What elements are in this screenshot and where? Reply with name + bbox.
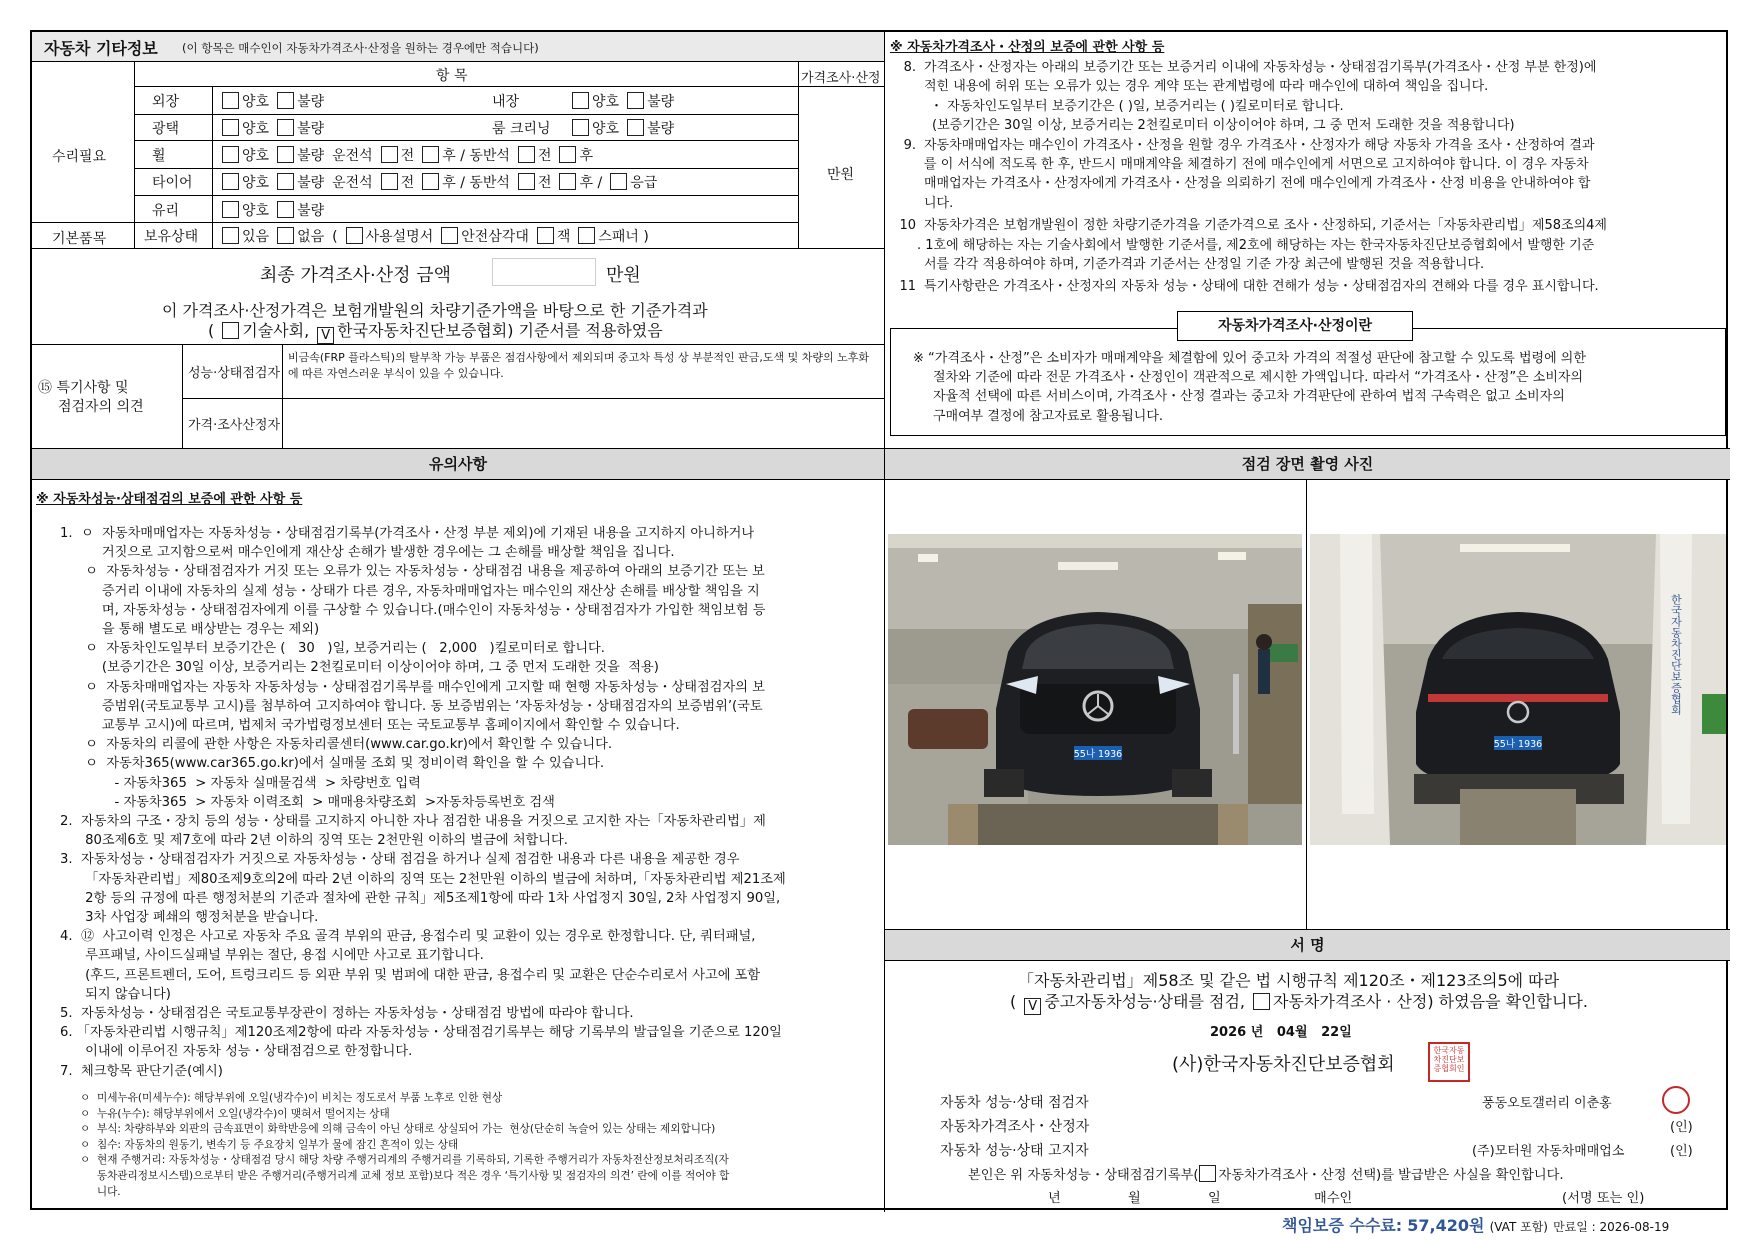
notice-line: 2항 등의 규정에 따른 행정처분의 기준과 절차에 관한 규칙」제5조제1항에 따라 1차 사업정지 30일, 2차 사업정지 90일, xyxy=(60,890,781,906)
notice-bar: 유의사항 xyxy=(32,448,885,480)
checkbox-rear[interactable] xyxy=(559,173,576,190)
confirm-line: ( V 중고자동차성능·상태를 점검, 자동차가격조사 · 산정) 하였음을 확인합니다. xyxy=(1010,992,1588,1014)
price-definition-box xyxy=(890,318,1726,436)
checkbox-rear[interactable] xyxy=(559,146,576,163)
notice-line: 루프패널, 사이드실패널 부위는 절단, 용접 시에만 사고로 표기합니다. xyxy=(60,948,484,964)
notice-line: (후드, 프론트펜더, 도어, 트렁크리드 등 외판 부위 및 범퍼에 대한 판금, 용접수리 및 교환은 단순수리로서 사고에 포함 xyxy=(60,967,761,983)
checkbox-bad[interactable] xyxy=(277,146,294,163)
criteria-line: ㅇ 침수: 자동차의 원동기, 변속기 등 주요장치 일부가 물에 잠긴 흔적이 있는 상태 xyxy=(80,1138,459,1151)
checkbox-good[interactable] xyxy=(222,146,239,163)
law-line: 「자동차관리법」제58조 및 같은 법 시행규칙 제120조・제123조의5에 따라 xyxy=(1018,971,1560,990)
price-guarantee-heading: ※ 자동차가격조사・산정의 보증에 관한 사항 등 xyxy=(890,40,1165,55)
row-exterior: 외장 양호 불량 xyxy=(152,94,325,110)
final-amount-unit: 만원 xyxy=(606,265,641,286)
checkbox-bad[interactable] xyxy=(277,119,294,136)
center-divider-bottom xyxy=(884,479,885,1212)
notice-line: ㅇ 자동차매매업자는 자동차 자동차성능・상태점검기록부를 매수인에게 고지할 때 현행 자동차성능・상태점검자의 보 xyxy=(60,679,765,695)
checkbox-front[interactable] xyxy=(518,146,535,163)
checkbox-good[interactable] xyxy=(222,201,239,218)
notice-line: 거짓으로 고지함으로써 매수인에게 재산상 손해가 발생한 경우에는 그 손해를 배상할 책임을 집니다. xyxy=(60,545,675,561)
special-label-1: ⑮ 특기사항 및 xyxy=(38,380,129,396)
basis-line1: 이 가격조사·산정가격은 보험개발원의 차량기준가액을 바탕으로 한 기준가격과 xyxy=(162,301,708,320)
inspection-document-frame xyxy=(30,30,1728,1235)
notice-line: ㅇ 자동차인도일부터 보증기간은 ( 30 )일, 보증거리는 ( 2,000 )킬로미터로 합니다. xyxy=(60,641,605,657)
checkbox-emergency[interactable] xyxy=(610,173,627,190)
price-inspector-sign-label: 자동차가격조사・산정자 xyxy=(940,1119,1090,1135)
row-wheel: 휠 양호 불량 운전석 전 후 / 동반석 전 후 xyxy=(152,148,594,164)
association-name: (사)한국자동차진단보증협회 xyxy=(1172,1054,1395,1075)
checkbox-triangle[interactable] xyxy=(441,227,458,244)
notifier-name: (주)모터원 자동차매매업소 xyxy=(1472,1144,1625,1159)
perf-inspector-label: 성능·상태점검자 xyxy=(188,366,281,381)
price-unit: 만원 xyxy=(827,167,855,183)
notice-line: - 자동차365 > 자동차 이력조회 > 매매용차량조회 >자동차등록번호 검색 xyxy=(60,794,555,810)
notice-line: 4. ⑫ 사고이력 인정은 사고로 자동차 주요 골격 부위의 판금, 용접수리 및 교환이 있는 경우로 한정합니다. 단, 쿼터패널, xyxy=(60,929,756,945)
notice-line: 80조제6호 및 제7호에 따라 2년 이하의 징역 또는 2천만원 이하의 벌금에 처합니다. xyxy=(60,833,568,849)
notice-items xyxy=(60,524,880,1081)
photo-divider xyxy=(1306,479,1307,929)
price-inspector-label: 가격·조사산정자 xyxy=(188,418,281,433)
checkbox-price-check[interactable] xyxy=(1253,993,1270,1010)
checkbox-bad[interactable] xyxy=(277,92,294,109)
col-item-header: 항 목 xyxy=(436,68,468,84)
final-amount-label: 최종 가격조사·산정 금액 xyxy=(260,265,452,286)
buyer-date-line: 년 월 일 매수인 (서명 또는 인) xyxy=(1048,1191,1645,1206)
notice-line: 을 통해 별도로 배상받는 경우는 제외) xyxy=(60,622,320,638)
notice-line: 3. 자동차성능・상태점검자가 거짓으로 자동차성능・상태 점검을 하거나 실제 점검한 내용과 다른 내용을 제공한 경우 xyxy=(60,852,740,868)
center-divider-top xyxy=(884,32,885,448)
notice-line: - 자동차365 > 자동차 실매물검색 > 차량번호 입력 xyxy=(60,775,421,791)
checkbox-bad[interactable] xyxy=(277,201,294,218)
checkbox-bad[interactable] xyxy=(277,173,294,190)
notice-line: ㅇ 자동차의 리콜에 관한 사항은 자동차리콜센터(www.car.go.kr)에서 확인할 수 있습니다. xyxy=(60,737,613,753)
criteria-line: ㅇ 누유(누수): 해당부위에서 오일(냉각수)이 맺혀서 떨어지는 상태 xyxy=(80,1107,390,1120)
checkbox-front[interactable] xyxy=(518,173,535,190)
basic-items-label: 기본품목 xyxy=(52,231,107,247)
check-criteria-items xyxy=(80,1091,880,1200)
final-amount-input[interactable] xyxy=(492,258,596,286)
checkbox-rear[interactable] xyxy=(422,173,439,190)
row-glass: 유리 양호 불량 xyxy=(152,203,325,219)
front-plate: 55나 1936 xyxy=(1073,749,1123,760)
notice-line: 이내에 이루어진 자동차 성능・상태점검으로 한정합니다. xyxy=(60,1044,413,1060)
row-room-cleaning: 룸 크리닝 양호 불량 xyxy=(492,121,675,137)
photo-bar: 점검 장면 촬영 사진 xyxy=(885,448,1730,480)
criteria-line: ㅇ 부식: 차량하부와 외판의 금속표면이 화학반응에 의해 금속이 아닌 상태로 상실되어 가는 현상(단순히 녹슬어 있는 상태는 제외합니다) xyxy=(80,1123,716,1136)
col-price-header: 가격조사·산정 xyxy=(801,71,881,86)
notice-line: 되지 않습니다) xyxy=(60,986,171,1002)
checkbox-good[interactable] xyxy=(572,92,589,109)
basis-line2: ( 기술사회, V 한국자동차진단보증협회) 기준서를 적용하였음 xyxy=(208,321,663,343)
checkbox-price-select[interactable] xyxy=(1199,1165,1216,1182)
checkbox-kaidwa[interactable]: V xyxy=(317,327,334,344)
inspector-label: 자동차 성능·상태 점검자 xyxy=(940,1095,1089,1111)
repair-needed-label: 수리필요 xyxy=(52,149,107,165)
checkbox-good[interactable] xyxy=(222,173,239,190)
checkbox-tech-society[interactable] xyxy=(222,322,239,339)
checkbox-jack[interactable] xyxy=(537,227,554,244)
notice-line: 3차 사업장 폐쇄의 행정처분을 받습니다. xyxy=(60,910,319,926)
checkbox-manual[interactable] xyxy=(346,227,363,244)
rear-plate: 55나 1936 xyxy=(1493,739,1543,750)
checkbox-good[interactable] xyxy=(572,119,589,136)
notice-line: 2. 자동차의 구조・장치 등의 성능・상태를 고지하지 아니한 자나 점검한 내용을 거짓으로 고지한 자는「자동차관리법」제 xyxy=(60,814,766,830)
rear-inspection-photo xyxy=(1310,534,1726,845)
notice-line: 교통부 고시)에 따르며, 법제처 국가법령정보센터 또는 국토교통부 홈페이지에서 확인할 수 있습니다. xyxy=(60,718,680,734)
checkbox-bad[interactable] xyxy=(627,119,644,136)
checkbox-none[interactable] xyxy=(277,227,294,244)
checkbox-good[interactable] xyxy=(222,92,239,109)
criteria-line: 니다. xyxy=(80,1185,121,1198)
row-tire: 타이어 양호 불량 운전석 전 후 / 동반석 전 후 / 응급 xyxy=(152,175,658,191)
checkbox-rear[interactable] xyxy=(422,146,439,163)
other-info-title: 자동차 기타정보 xyxy=(44,39,158,58)
inspector-seal-icon xyxy=(1662,1086,1690,1114)
checkbox-good[interactable] xyxy=(222,119,239,136)
notice-line: 1. ㅇ 자동차매매업자는 자동차성능・상태점검기록부(가격조사・산정 부분 제외)에 기재된 내용을 고지하지 아니하거나 xyxy=(60,526,755,541)
criteria-line: ㅇ 미세누유(미세누수): 해당부위에 오일(냉각수)이 비치는 정도로서 부품 노후로 인한 현상 xyxy=(80,1092,503,1104)
notice-line: 「자동차관리법」제80조제9호의2에 따라 2년 이하의 징역 또는 2천만원 이하의 벌금에 처하며,「자동차관리법 제21조제 xyxy=(60,871,786,887)
checkbox-have[interactable] xyxy=(222,227,239,244)
checkbox-performance-check[interactable]: V xyxy=(1024,998,1041,1015)
notice-heading: ※ 자동차성능·상태점검의 보증에 관한 사항 등 xyxy=(36,492,303,507)
special-label-2: 점검자의 의견 xyxy=(58,399,144,415)
association-seal: 한국자동차진단보증협회인 xyxy=(1428,1042,1470,1082)
notice-line: 6. 「자동차관리법 시행규칙」제120조제2항에 따라 자동차성능・상태점검기록부는 해당 기록부의 발급일을 기준으로 120일 xyxy=(60,1025,782,1041)
perf-inspector-opinion: 비금속(FRP 플라스틱)의 탈부착 가능 부품은 점검사항에서 제외되며 중고차 특성 상 부분적인 판금,도색 및 차량의 노후화에 따른 자연스러운 부식이 있을 수 있습니다. xyxy=(288,351,870,380)
notice-line: 증범위(국토교통부 고시)를 첨부하여 고지하여야 합니다. 동 보증범위는 ‘자동차성능・상태점검자의 보증범위’(국토 xyxy=(60,698,763,714)
price-definition-title: 자동차가격조사·산정이란 xyxy=(1177,311,1413,341)
fee-line: 책임보증 수수료: 57,420원 (VAT 포함) 만료일 : 2026-08-19 xyxy=(1282,1216,1670,1235)
notifier-label: 자동차 성능·상태 고지자 xyxy=(940,1143,1089,1159)
criteria-line: ㅇ 현재 주행거리: 자동차성능・상태점검 당시 해당 차량 주행거리계의 주행거리를 기록하되, 기록한 주행거리가 자동차전산정보처리조직(자 xyxy=(80,1154,729,1167)
front-inspection-photo xyxy=(888,534,1302,845)
inspector-name: 풍동오토갤러리 이춘홍 xyxy=(1482,1096,1612,1111)
notice-line: 7. 체크항목 판단기준(예시) xyxy=(60,1063,223,1079)
price-definition-text: ※ “가격조사・산정”은 소비자가 매매계약을 체결함에 있어 중고차 가격의 적절성 판단에 참고할 수 있도록 법령에 의한 절차와 기준에 따라 전문 가격조사・산정인이 객관적으로 제시한 가액입니다. 따라서 “가격조사・산정”은 소비자의 자율적 선택에 따른 서비스이며, 가격조사・산정 결과는 중고차 가격판단에 관하여 법적 구속력은 없고 소비자의 구매여부 결정에 참고자료로 활용됩니다. xyxy=(913,351,1586,424)
notice-line: 5. 자동차성능・상태점검은 국토교통부장관이 정하는 자동차성능・상태점검 방법에 따라야 합니다. xyxy=(60,1006,634,1022)
checkbox-spanner[interactable] xyxy=(578,227,595,244)
notice-line: ㅇ 자동차성능・상태점검자가 거짓 또는 오류가 있는 자동차성능・상태점검 내용을 제공하여 아래의 보증기간 또는 보 xyxy=(60,564,765,580)
notifier-seal: (인) xyxy=(1670,1144,1693,1159)
other-info-note: (이 항목은 매수인이 자동차가격조사·산정을 원하는 경우에만 적습니다) xyxy=(182,41,539,55)
notice-line: ㅇ 자동차365(www.car365.go.kr)에서 실매물 조회 및 정비이력 확인을 할 수 있습니다. xyxy=(60,756,605,772)
receive-line: 본인은 위 자동차성능・상태점검기록부( 자동차가격조사・산정 선택)를 발급받은 사실을 확인합니다. xyxy=(968,1165,1564,1185)
row-polish: 광택 양호 불량 xyxy=(152,121,325,137)
notice-line: 증거리 이내에 자동차의 실제 성능・상태가 다른 경우, 자동차매매업자는 매수인의 재산상 손해를 배상할 책임을 지 xyxy=(60,583,760,599)
price-guarantee-items: 8. 가격조사・산정자는 아래의 보증기간 또는 보증거리 이내에 자동차성능・상태점검기록부(가격조사・산정 부분 한정)에 적힌 내용에 허위 또는 오류가 있는 경우 계약 또는 관계법령에 따라 매수인에 대하여 책임을 집니다. ・ 자동차인도일부터 보증기간은 ( )일, 보증거리는 ( )킬로미터로 합니다. (보증기간은 30일 이상, 보증거리는 2천킬로미터 이상이어야 하며, 그 중 먼저 도래한 것을 적용합니다) 9. 자동차매매업자는 매수인이 가격조사・산정을 원할 경우 가격조사・산정자가 해당 자동차 가격을 조사・산정하여 결과 를 이 서식에 적도록 한 후, 반드시 매매계약을 체결하기 전에 매수인에게 서면으로 고지하여야 합니다. 이 경우 자동차 매매업자는 가격조사・산정자에게 가격조사・산정을 의뢰하기 전에 매수인에게 가격조사・산정 비용을 안내하여야 합 니다. 10 자동차가격은 보험개발원이 정한 차량기준가격을 기준가격으로 조사・산정하되, 기준서는「자동차관리법」제58조의4제 . 1호에 해당하는 자는 기술사회에서 발행한 기준서를, 제2호에 해당하는 자는 한국자동차진단보증협회에서 발행한 기준 서를 각각 적용하여야 하며, 기준가격과 기준서는 산정일 기준 가장 최근에 발행된 것을 적용합니다. 11 특기사항란은 가격조사・산정자의 자동차 성능・상태에 대한 견해가 성능・상태점검자의 견해와 다를 경우 표시합니다. xyxy=(899,60,1607,295)
stand-label: 한국자동차진단보증협회 xyxy=(1669,594,1683,715)
notice-line: 며, 자동차성능・상태점검자에게 이를 구상할 수 있습니다.(매수인이 자동차성능・상태점검자가 가입한 책임보험 등 xyxy=(60,602,766,618)
row-interior: 내장 양호 불량 xyxy=(492,94,675,110)
price-inspector-seal: (인) xyxy=(1670,1120,1693,1135)
checkbox-bad[interactable] xyxy=(627,92,644,109)
issue-date: 2026 년 04월 22일 xyxy=(1210,1025,1352,1040)
row-owned-status: 보유상태 있음 없음 ( 사용설명서 안전삼각대 잭 스패너 ) xyxy=(144,229,649,245)
checkbox-front[interactable] xyxy=(381,146,398,163)
checkbox-front[interactable] xyxy=(381,173,398,190)
notice-line: (보증기간은 30일 이상, 보증거리는 2천킬로미터 이상이어야 하며, 그 중 먼저 도래한 것을 적용) xyxy=(60,660,659,676)
signature-bar: 서 명 xyxy=(885,929,1730,961)
other-info-header xyxy=(32,32,884,62)
criteria-line: 동차관리정보시스템)으로부터 받은 주행거리(주행거리계 교체 정보 포함)보다 적은 경우 ‘특기사항 및 점검자의 의견’ 란에 이를 적어야 합 xyxy=(80,1169,730,1182)
